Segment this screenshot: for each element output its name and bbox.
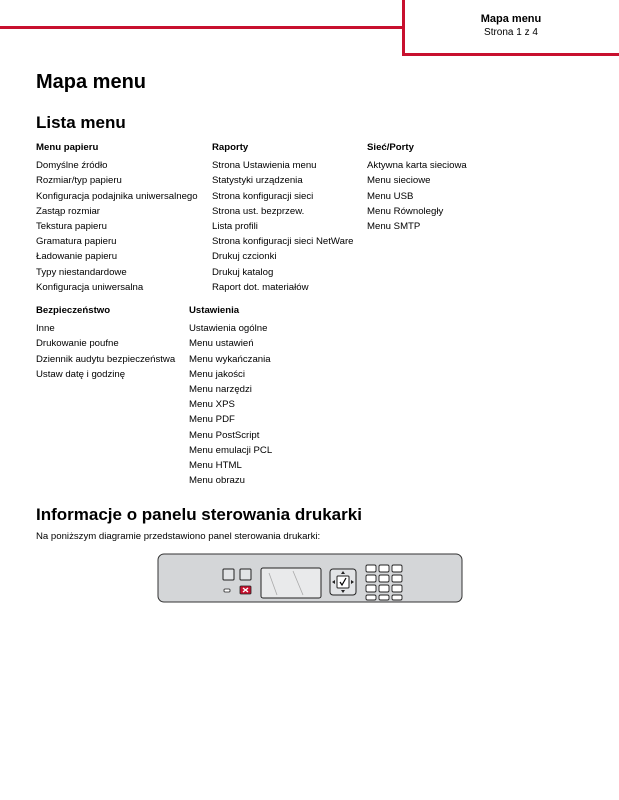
list-item: Typy niestandardowe — [36, 266, 127, 278]
list-item: Strona ust. bezprzew. — [212, 205, 305, 217]
menu-list-heading: Lista menu — [36, 113, 126, 132]
list-item: Aktywna karta sieciowa — [367, 160, 467, 172]
list-item: Menu sieciowe — [367, 175, 431, 187]
list-item: Menu USB — [367, 190, 414, 202]
list-item: Menu SMTP — [367, 221, 421, 233]
list-item: Menu ustawień — [189, 338, 254, 350]
page-title: Mapa menu — [36, 71, 147, 93]
header-rule — [0, 26, 403, 29]
back-button — [240, 569, 251, 580]
list-item: Strona konfiguracji sieci NetWare — [212, 236, 354, 248]
list-item: Menu wykańczania — [189, 353, 271, 365]
indicator-light — [224, 589, 230, 592]
panel-info-intro: Na poniższym diagramie przedstawiono panel sterowania drukarki: — [36, 531, 321, 542]
display-screen — [261, 568, 321, 598]
header-box-bottom-border — [402, 53, 619, 56]
list-item: Inne — [36, 323, 55, 335]
panel-info-heading: Informacje o panelu sterowania drukarki — [36, 505, 362, 524]
column-title: Sieć/Porty — [367, 142, 414, 153]
column-title: Menu papieru — [36, 142, 99, 153]
list-item: Menu Równoległy — [367, 205, 444, 217]
control-panel-diagram — [157, 553, 463, 608]
list-item: Drukuj czcionki — [212, 251, 277, 263]
list-item: Ustawienia ogólne — [189, 323, 268, 335]
list-item: Menu emulacji PCL — [189, 444, 273, 456]
list-item: Tekstura papieru — [36, 221, 107, 233]
list-item: Menu PostScript — [189, 429, 260, 441]
list-item: Raport dot. materiałów — [212, 281, 309, 293]
stop-button — [240, 586, 251, 594]
list-item: Menu XPS — [189, 399, 235, 411]
menu-column-paper — [36, 140, 198, 295]
list-item: Menu HTML — [189, 460, 242, 472]
column-title: Bezpieczeństwo — [36, 305, 111, 316]
list-item: Ustaw datę i godzinę — [36, 368, 126, 380]
menu-button — [223, 569, 234, 580]
header-page-number: Strona 1 z 4 — [484, 27, 538, 38]
list-item: Ładowanie papieru — [36, 251, 118, 263]
list-item: Menu narzędzi — [189, 384, 252, 396]
list-item: Drukowanie poufne — [36, 338, 119, 350]
navigation-pad — [330, 569, 356, 595]
menu-column-security — [36, 303, 175, 382]
list-item: Strona konfiguracji sieci — [212, 190, 314, 202]
list-item: Lista profili — [212, 221, 258, 233]
column-title: Raporty — [212, 142, 249, 153]
column-title: Ustawienia — [189, 305, 240, 316]
list-item: Menu obrazu — [189, 475, 245, 487]
list-item: Rozmiar/typ papieru — [36, 175, 122, 187]
menu-column-settings — [189, 303, 272, 488]
list-item: Konfiguracja uniwersalna — [36, 281, 144, 293]
header-title: Mapa menu — [480, 13, 542, 25]
list-item: Domyślne źródło — [36, 160, 108, 172]
list-item: Menu PDF — [189, 414, 235, 426]
list-item: Strona Ustawienia menu — [212, 160, 317, 172]
list-item: Dziennik audytu bezpieczeństwa — [36, 353, 176, 365]
menu-column-network — [367, 140, 467, 234]
list-item: Konfiguracja podajnika uniwersalnego — [36, 190, 198, 202]
list-item: Menu jakości — [189, 368, 245, 380]
list-item: Drukuj katalog — [212, 266, 274, 278]
list-item: Gramatura papieru — [36, 236, 117, 248]
list-item: Zastąp rozmiar — [36, 205, 100, 217]
menu-column-reports — [212, 140, 353, 295]
list-item: Statystyki urządzenia — [212, 175, 303, 187]
